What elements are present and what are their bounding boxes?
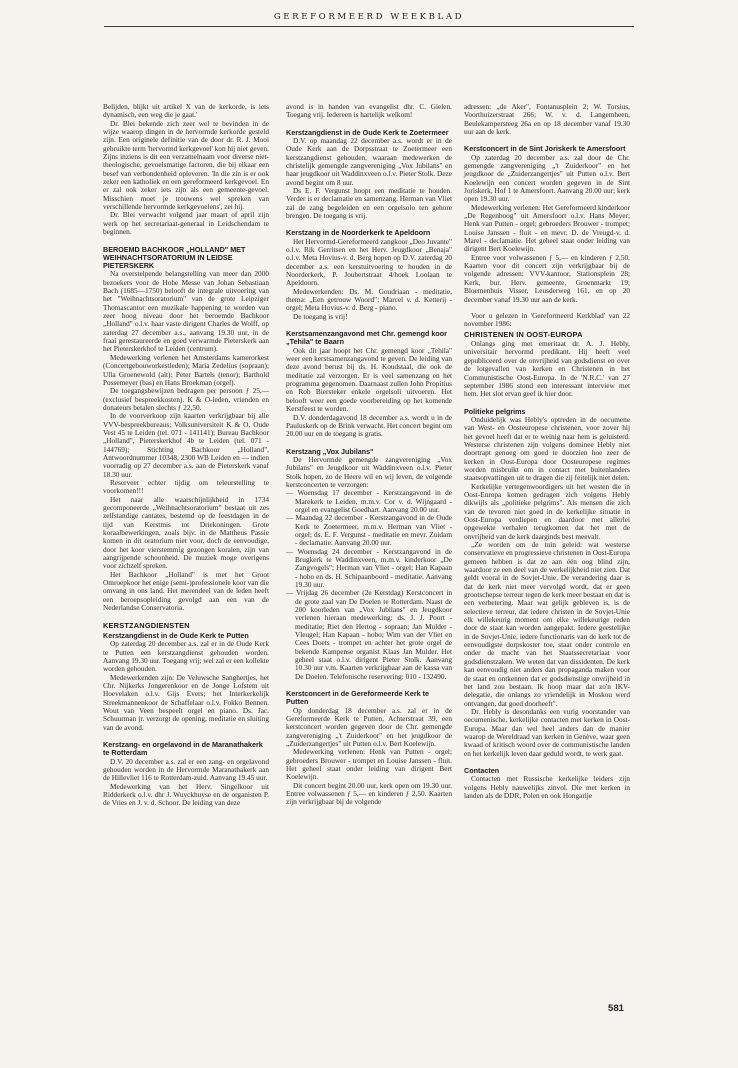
paragraph: Het Bachkoor „Holland" is met het Groot Omroepkoor het enige (semi-)professionele koor van die omvang in ons land. Het merendeel van de leden heeft een beroepsopleiding gevolgd aan een van de Nederlandse Conservatoria. (103, 569, 269, 613)
paragraph: De Hervormde gemengde zangvereniging „Vox Jubilans" en Jeugdkoor uit Waddinxveen o.l.v. Pieter Stolk hopen, zo de Heere wil en wij leven, de volgende kerstconcerten te verzorgen: (286, 454, 452, 489)
list-item: — Maandag 22 december - Kerstzangavond in de Oude Kerk te Zoetermeer, m.m.v. Herman van Vliet - orgel; ds. E. F. Vergunst - meditatie en mevr. Zuidam - declamatie. Aanvang 20.00 uur. (286, 513, 452, 548)
article-heading: Politieke pelgrims (464, 406, 526, 416)
paragraph: Contacten met Russische kerkelijke leiders zijn volgens Hebly nauwelijks zinvol. Die met kerken in landen als de DDR, Polen en ook Hongarije (464, 774, 630, 800)
article-heading: Kerstconcert in de Gereformeerde Kerk te Putten (286, 689, 430, 707)
paragraph: Reserveer echter tijdig om teleurstelling te voorkomen!!! (103, 477, 269, 496)
paragraph: Onduidelijk was Hebly's optreden in de oecumene van West- en Oosteuropese christenen, voor zover hij het gevoel heeft dat er te weinig naar hem is geluisterd. Westerse christenen zijn volgens dominee Hebly niet doortrapt genoeg om goed te doorzien hoe zeer de kerken in Oost-Europa door Oosteuropese regimes worden misbruikt om in contact met buitenlanders staatsopvattingen uit te dragen die zij feitelijk niet delen. (464, 414, 630, 483)
list-item: — Vrijdag 26 december (2e Kerstdag) Kerstconcert in de grote zaal van De Doelen te Rotterdam. Naast de 200 koorleden van „Vox Jubilans" en Jeugdkoor verlenen hieraan medewerking: ds. J. J. Poort - meditatie; Riet den Hertog - sopraan; Jan Mulder - Vleugel; Han Kapaan - hobo; Wim van der Vliet en Cees Doets - trompet en achter het grote orgel de bekende Kampense organist Klaas Jan Mulder. Het geheel staat o.l.v. dirigent Pieter Stolk. Aanvang 10.30 uur v.m. Kaarten verkrijgbaar aan de kassa van De Doelen. Telefonische reservering: 010 - 132490. (286, 588, 452, 681)
header-rule (104, 26, 634, 27)
paragraph: Voor u gelezen in 'Gereformeerd Kerkblad' van 22 november 1986: (464, 310, 630, 329)
paragraph: Medewerking verlenen: Henk van Putten - orgel; gebroeders Brouwer - trompet en Louise Janssen - fluit. Het geheel staat onder leiding van dirigent Bert Koelewijn. (286, 747, 452, 782)
paragraph: De toegangsbewijzen bedragen per persoon ƒ 25,— (exclusief bespreekkosten). K & O-leden, vrienden en donateurs betalen slechts ƒ 22,50. (103, 386, 269, 412)
article-heading: Kerstconcert in de Sint Joriskerk te Amersfoort (464, 144, 626, 154)
paragraph: Medewerkenden: Ds. M. Goudriaan - meditatie, thema: „Een getrouw Woord"; Marcel v. d. Ketterij - orgel; Meta Hovius-v. d. Berg - piano. (286, 286, 452, 313)
paragraph: Medewerking verlenen het Amsterdams kamerorkest (Concertgebouworkestleden); Maria Zedelius (sopraan); Ulla Groenewold (alt); Peter Bartels (tenor); Barthold Possemeyer (bas) en Hans Broekman (orgel). (103, 352, 269, 387)
paragraph: Dr. Blei bekende zich zeer wel te bevinden in de wijze waarop dingen in de hervormde kerkorde gesteld zijn. Een originele definitie van de door dr. R. J. Mooi gebruikte term 'hervormd kerkgevoel' kon hij niet geven. Zijns inziens is dit een verzamelnaam voor diverse niet-theologische, gevoelsmatige factoren, die bij elkaar een besef van verbondenheid opleveren. 'In die zin is er ook zeker een katholiek en een gereformeerd kerkgevoel. En er zal ook zeker iets zijn als een gemeente-gevoel. Misschien moet je trouwens wel spreken van verschillende hervormde kerkgevoelens', zei hij. (103, 118, 269, 212)
paragraph: Op zaterdag 20 december a.s. zal er in de Oude Kerk te Putten een kerstzangdienst gehouden worden. Aanvang 19.30 uur. Toegang vrij; wel zal er een kollekte worden gehouden. (103, 639, 269, 674)
paragraph: Ds E. F. Vergunst hoopt een meditatie te houden. Verder is er declamatie en samenzang. Herman van Vliet zal de zang begeleiden en een orgelsolo ten gehore brengen. De toegang is vrij. (286, 186, 452, 221)
section-heading: CHRISTENEN IN OOST-EUROPA (464, 329, 583, 339)
paragraph: D.V. op maandag 22 december a.s. wordt er in de Oude Kerk aan de Dorpsstraat te Zoetermeer een kerstzangdienst gehouden, waaraan medewerken de christelijk gemengde zangvereniging „Vox Jubilans" en haar jeugdkoor uit Waddinxveen o.l.v. Pieter Stolk. Deze avond begint om 8 uur. (286, 135, 452, 187)
paragraph: D.V. donderdagavond 18 december a.s. wordt u in de Pauluskerk op de Brink verwacht. Het concert begint om 20.00 uur en de toegang is gratis. (286, 412, 452, 439)
list-item: — Woensdag 24 december - Kerstzangavond in de Brugkerk te Waddinxveen, m.m.v. kinderkoor „De Zangvogels"; Herman van Vliet - orgel; Han Kapaan - hobo en ds. H. Schipaanboord - meditatie. Aanvang 19.30 uur. (286, 546, 452, 589)
page-number: 581 (608, 1003, 625, 1014)
paragraph: Medewerkenden zijn: De Veluwsche Sanghertjes, het Chr. Nijkerks Jongerenkoor en de Jonge Lofstem uit Hoevelaken o.l.v. Gijs Evers; het Interkerkelijk Streekmannenkoor de Schaffelaar o.l.v. Fokko Bennen. Wout van Veen bespeelt orgel en piano. Ds. Jac. Schuurman jr. verzorgt de opening, meditatie en sluiting van de avond. (103, 672, 269, 732)
paragraph: Het naar alle waarschijnlijkheid in 1734 gecomponeerde „Weihnachtsoratorium" bestaat uit zes zelfstandige cantates, bestemd op de feestdagen in de tijd van Kerstmis tot Driekoningen. Grote koraalbewerkingen, zoals bijv. in de Mattheus Passie komen in dit oratorium niet voor, doch de eenvoudige, door het koor vierstemmig gezongen koralen, zijn van aangrijpende schoonheid. De muziek moge overigens voor zichzelf spreken. (103, 494, 269, 571)
paragraph: Ook dit jaar hoopt het Chr. gemengd koor „Tehila" weer een kerstsamenzangavond te geven. De leiding van deze avond berust bij ds. H. Koudstaal, die ook de meditatie zal verzorgen. Er is veel samenzang en het programma gegenomen. Daarnaast zullen John Propitius en Rob Biersteker enkele orgelsoli uitvoeren. Het belooft weer een goede voorbereiding op het komende Kerstfeest te worden. (286, 345, 452, 414)
paragraph: avond is in handen van evangelist dhr. C. Gielen. Toegang vrij. Iedereen is hartelijk welkom! (286, 102, 452, 120)
article-heading: BEROEMD BACHKOOR „HOLLAND" MET WEIHNACHTSORATORIUM IN LEIDSE PIETERSKERK (103, 244, 246, 271)
column-3 (464, 103, 630, 800)
column-2 (286, 103, 452, 807)
paragraph: „Ze worden om de tuin geleid: wat westerse conservatieve en progressieve christenen in Oost-Europa gemeen hebben is dat ze aan één oog blind zijn, waardoor ze een deel van de werkelijkheid niet zien. Dat geldt vooral in de Sovjet-Unie. De verandering daar is dat de kerk niet meer vervolgd wordt, dat er geen grootschepse terreur tegen de kerk meer bestaat en dat is een verbetering. Maar wat gelijk gebleven is, is de selectieve terreur, dat iedere christen in de Sovjet-Unie elk willekeurig moment om elke willekeurige reden door de staat kan worden aangepakt. Iedere geestelijke in de Sovjet-Unie, iedere functionaris van de kerk tot de eenvoudigste dorpskoster toe, staat onder controle en onder de macht van het Staatssecretariaat voor godsdienstzaken. We weten dat van dissidenten. De kerk kan eenvoudig niet anders dan propaganda maken voor de staat en ontkennen dat er godsdienstige onvrijheid in het land zou bestaan. Ik hoop maar dat zo'n IKV-delegatie, die onlangs zo vriendelijk in Moskou werd ontvangen, dat goed doorheeft". (464, 540, 630, 708)
list-item: — Woensdag 17 december - Kerstzangavond in de Marekerk te Leiden, m.m.v. Cor v. d. Wijngaard - orgel en evangelist Goedhart. Aanvang 20.00 uur. (286, 488, 452, 514)
article-heading: Kerstzang in de Noorderkerk te Apeldoorn (286, 228, 431, 238)
column-1 (103, 103, 269, 808)
paragraph: Op zaterdag 20 december a.s. zal door de Chr. gemengde zangvereniging „'t Zuiderkoor" en het jeugdkoor de „Zuiderzangertjes" uit Putten o.l.v. Bert Koelewijn een concert worden gegeven in de Sint Joriskerk, Hof 1 te Amersfoort. Aanvang 20.00 uur; kerk open 19.30 uur. (464, 152, 630, 204)
article-heading: Contacten (464, 765, 500, 775)
paragraph: Dit concert begint 20.00 uur, kerk open om 19.30 uur. Entree volwassenen ƒ 5,— en kinderen ƒ 2,50. Kaarten zijn verkrijgbaar bij de volgende (286, 780, 452, 807)
paragraph: Onlangs ging met emeritaat dr. A. J. Hebly, universitair hervormd predikant. Hij heeft veel gepubliceerd over de onvrijheid van godsdienst en over de lotgevallen van kerken en Christenen in het Communistische Oost-Europa. In de 'N.R.C.' van 27 september 1986 stond een interessant interview met hem. Het slot ervan geef ik hier door. (464, 339, 630, 399)
paragraph: Dr. Blei verwacht volgend jaar maart of april zijn werk op het secretariaat-generaal in Leidschendam te beginnen. (103, 210, 269, 237)
paragraph: De toegang is vrij! (293, 311, 348, 321)
paragraph: Entree voor volwassenen ƒ 5,— en kinderen ƒ 2,50. Kaarten voor dit concert zijn verkrijgbaar bij de volgende adressen: VVV-kantoor, Stationsplein 28; Kerk, bur. Herv. gemeente, Groenmarkt 19; Bloemenhuis Visser, Leusderweg 161, en op 20 december vanaf 19.30 uur aan de kerk. (464, 252, 630, 304)
article-heading: Kerstsamenzangavond met Chr. gemengd koor „Tehila" te Baarn (286, 329, 447, 347)
paragraph: In de voorverkoop zijn kaarten verkrijgbaar bij alle VVV-bespreekbureaus; Volksuniversiteit K & O, Oude Vest 45 te Leiden (tel. 071 - 141141); Bureau Bachkoor „Holland", Pieterskerkhof 4b te Leiden (tel. 071 - 144769); Stichting Bachkoor „Holland", Antwoordnummer 10348, 2300 WB Leiden en — indien voorradig op 27 december a.s. aan de Pieterskerk vanaf 18.30 uur. (103, 411, 269, 479)
running-header: GEREFORMEERD WEEKBLAD (273, 12, 465, 22)
paragraph: Medewerking verlenen: Het Gereformeerd kinderkoor „De Regenboog" uit Amersfoort o.l.v. Hans Meyer; Henk van Putten - orgel; gebroeders Brouwer - trompet; Louise Janssen - fluit - en mevr. D. de Vreugd-v. d. Marel - declamatie. Het geheel staat onder leiding van dirigent Bert Koelewijn. (464, 202, 630, 254)
article-heading: Kerstzang- en orgelavond in de Maranathakerk te Rotterdam (103, 740, 263, 758)
section-heading: KERSTZANGDIENSTEN (103, 621, 190, 631)
article-heading: Kerstzang „Vox Jubilans" (286, 446, 374, 456)
paragraph: Kerkelijke vertegenwoordigers uit het westen die in Oost-Europa komen gedragen zich volgens Hebly dikwijls als „politieke pelgrims". Als mensen die zich van de tevoren niet goed in de kerkelijke situatie in Oost-Europa verdiepen en daardoor met allerlei opgewekte verhalen terugkomen dat het met de onvrijheid van de kerk daarginds best meevalt. (464, 481, 630, 541)
paragraph: Op donderdag 18 december a.s. zal er in de Gereformeerde Kerk te Putten, Achterstraat 39, een kerstconcert worden gegeven door de Chr. gemengde zangvereniging „'t Zuiderkoor" en het jeugdkoor de „Zuiderzangertjes" uit Putten o.l.v. Bert Koelewijn. (286, 705, 452, 749)
article-heading: Kerstzangdienst in de Oude Kerk te Zoetermeer (286, 127, 449, 137)
paragraph: Dr. Hebly is desondanks een vurig voorstander van oecumenische, kerkelijke contacten met kerken in Oost-Europa. Maar dan wel heel anders dan de manier waarop de Wereldraad van kerken in Genève, waar geen kwaad of kritisch woord over de communistische landen en het kerkelijk leven daar geduld wordt, te werk gaat. (464, 706, 630, 758)
article-heading: Kerstzangdienst in de Oude Kerk te Putten (103, 631, 249, 641)
paragraph: adressen: „de Aker", Fontanusplein 2; W. Torsius, Voorthuizerstraat 266; W. v. d. Langemheen, Beulekampersteeg 26a en op 18 december vanaf 19.30 uur aan de kerk. (464, 102, 630, 137)
concert-list (286, 489, 452, 681)
paragraph: Na overstelpende belangstelling van meer dan 2000 bezoekers voor de Hohe Messe van Johan Sebastiaan Bach (1685—1750) belooft de integrale uitvoering van het "Weihnachtsoratorium" van de grote Leipziger Thomascantor een muzikale happening te worden van zeer hoog niveau door het beroemde Bachkoor „Holland" o.l.v. haar vaste dirigent Charles de Wolff, op zaterdag 27 december a.s., aanvang 19.30 uur, in de fraai gerestaureerde en goed verwarmde Pieterskerk aan het Pieterskerkhof te Leiden (centrum). (103, 269, 269, 354)
paragraph: Het Hervormd-Gereformeerd zangkoor „Deo Juvante" o.l.v. Rik Gerritsen en het Herv. Jeugdkoor „Benaja" o.l.v. Meta Hovius-v. d. Berg hopen op D.V. zaterdag 20 december a.s. een kerstuitvoering te houden in de Noorderkerk, P. Joubertstraat 4/hoek Loolaan te Apeldoorn. (286, 236, 452, 288)
paragraph: Medewerking van het Herv. Singelkoor uit Ridderkerk o.l.v. dhr J. Wuyckhuyse en de organisten P. de Vries en J. v. d. Schoor. De leiding van deze (103, 781, 269, 808)
paragraph: Belijden, blijkt uit artikel X van de kerkorde, is iets dynamisch, een weg die je gaat.' (103, 102, 269, 120)
paragraph: D.V. 20 december a.s. zal er een zang- en orgelavond gehouden worden in de Hervormde Maranathakerk aan de Hillevliet 116 te Rotterdam-zuid. Aanvang 19.45 uur. (103, 756, 269, 783)
